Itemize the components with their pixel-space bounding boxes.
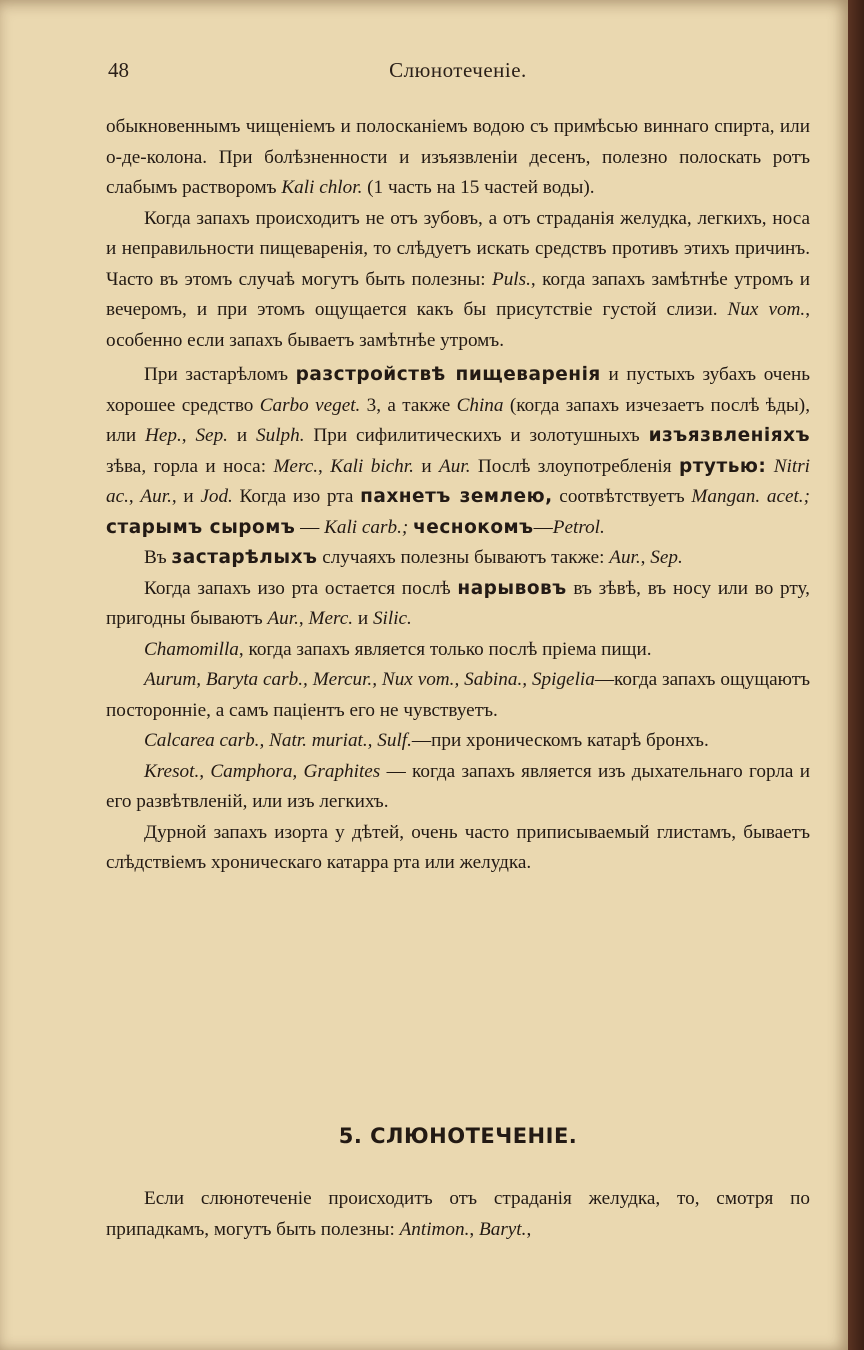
text-run: , (318, 455, 331, 477)
remedy-name: Sulph. (256, 425, 305, 446)
remedy-name: Baryt. (479, 1218, 527, 1240)
text-run: , когда запахъ является только послѣ пріема пищи. (238, 638, 652, 660)
remedy-name: Kali bichr. (330, 455, 414, 477)
body-text (106, 112, 810, 879)
remedy-name: Aur. (140, 486, 172, 507)
text-run: —когда запахъ ощущаютъ посторонніе, а самъ паціентъ его не чувствуетъ. (106, 669, 811, 721)
remedy-name: Aur. (267, 608, 299, 629)
emphasis: старымъ сыромъ (106, 516, 296, 538)
text-run: соотвѣтствуетъ (552, 486, 692, 507)
remedy-name: Chamomilla (144, 638, 239, 660)
remedy-name: Mangan. acet.; (691, 486, 810, 507)
paragraph (106, 1184, 810, 1245)
paragraph (106, 360, 810, 543)
remedy-name: Nitri ac. (106, 455, 810, 507)
paragraph (106, 574, 810, 635)
text-run: —при хроническомъ катарѣ бронхъ. (411, 730, 709, 751)
remedy-name: Kresot., Camphora, Graphites (144, 760, 381, 782)
emphasis: ртутью: (678, 455, 767, 477)
text-run (766, 456, 773, 477)
paragraph (106, 635, 810, 666)
text-run: , когда запахъ замѣтнѣе утромъ и вечеромъ, и при этомъ ощущается какъ бы присутствіе густой слизи. (106, 268, 811, 320)
text-run: Когда изо рта (232, 486, 361, 507)
paragraph (106, 204, 810, 357)
text-run: Послѣ злоупотребленія (470, 455, 679, 477)
emphasis: нарывовъ (457, 577, 567, 599)
text-run: и (353, 608, 373, 629)
remedy-name: Silic. (372, 608, 412, 629)
text-run: , (298, 608, 309, 629)
section-heading: 5. СЛЮНОТЕЧЕНІЕ. (338, 1124, 578, 1148)
text-run: Дурной запахъ изорта у дѣтей, очень часто приписываемый глистамъ, бываетъ слѣдствіемъ хроническаго катарра рта или желудка. (106, 821, 810, 873)
emphasis: чеснокомъ (413, 516, 534, 538)
remedy-name: Kali chlor. (281, 177, 363, 198)
remedy-name: Sep. (195, 425, 228, 446)
text-run: — (533, 516, 553, 538)
text-run: (когда запахъ изчезаетъ послѣ ѣды), или (106, 394, 810, 446)
text-run: При застарѣломъ (144, 364, 296, 385)
text-run: (1 часть на 15 частей воды). (362, 177, 595, 198)
remedy-name: China (456, 394, 504, 416)
text-run: 3, а также (360, 394, 457, 416)
text-run: , (469, 1218, 479, 1240)
text-run: Когда запахъ происходитъ не отъ зубовъ, а отъ страданія желудка, легкихъ, носа и неправильности пищеваренія, то слѣдуетъ искать средствъ противъ этихъ причинъ. Часто въ этомъ случаѣ могутъ быть полезны: (106, 207, 810, 290)
remedy-name: Jod. (200, 486, 233, 507)
text-run: , и (171, 486, 201, 507)
remedy-name: Aurum, Baryta carb., Mercur., Nux vom., Sabina., Spigelia (144, 669, 595, 690)
paragraph (106, 726, 810, 757)
remedy-name: Petrol. (552, 516, 605, 538)
text-run: и (227, 425, 256, 446)
remedy-name: Antimon. (399, 1218, 470, 1240)
text-run: , (128, 486, 141, 507)
remedy-name: Kali carb.; (324, 516, 409, 538)
remedy-name: Aur. (439, 455, 471, 477)
text-run: Когда запахъ изо рта остается послѣ (144, 577, 458, 599)
remedy-name: Merc. (308, 608, 354, 629)
paragraph (106, 112, 810, 204)
text-run: въ зѣвѣ, въ носу или во рту, пригодны бываютъ (106, 577, 810, 629)
running-title: Слюнотеченіе. (389, 58, 527, 82)
text-run: — (295, 516, 325, 538)
remedy-name: Puls. (491, 268, 531, 290)
text-run: Если слюнотеченіе происходитъ отъ страданія желудка, то, смотря по припадкамъ, могутъ быть полезны: (106, 1188, 810, 1240)
body-text (106, 1184, 810, 1245)
text-run: — когда запахъ является изъ дыхательнаго горла и его развѣтвленій, или изъ легкихъ. (106, 760, 810, 812)
emphasis: застарѣлыхъ (171, 547, 318, 568)
remedy-name: Carbo veget. (259, 394, 361, 416)
text-run: При сифилитическихъ и золотушныхъ (304, 425, 649, 446)
page-number: 48 (108, 58, 129, 82)
emphasis: пахнетъ землею, (360, 486, 553, 507)
paragraph (106, 543, 810, 574)
text-run: и (413, 455, 440, 477)
text-run: обыкновеннымъ чищеніемъ и полосканіемъ водою съ примѣсью виннаго спирта, или о-де-колона. При болѣзненности и изъязвленіи десенъ, полезно полоскать ротъ слабымъ растворомъ (106, 116, 810, 198)
text-run: Въ (144, 547, 172, 568)
text-run: , особенно если запахъ бываетъ замѣтнѣе утромъ. (106, 299, 811, 351)
text-run: , (640, 547, 651, 568)
text-run: , (181, 425, 196, 446)
paragraph (106, 757, 810, 818)
paragraph (106, 818, 810, 879)
text-run: случаяхъ полезны бываютъ также: (317, 547, 610, 568)
remedy-name: Sep. (650, 547, 683, 568)
book-spine-edge (848, 0, 864, 1350)
remedy-name: Calcarea carb., Natr. muriat., Sulf. (144, 730, 412, 751)
remedy-name: Aur. (609, 547, 641, 568)
text-run: зѣва, горла и носа: (106, 455, 274, 477)
emphasis: разстройствѣ пищеваренія (295, 364, 601, 385)
remedy-name: Hep. (145, 425, 182, 446)
text-run: и пустыхъ зубахъ очень хорошее средство (106, 364, 810, 416)
remedy-name: Merc. (273, 455, 319, 477)
remedy-name: Nux vom. (727, 299, 806, 320)
text-run: , (526, 1218, 532, 1240)
emphasis: изъязвленіяхъ (648, 425, 810, 446)
page-header (108, 58, 808, 88)
paragraph (106, 665, 810, 726)
